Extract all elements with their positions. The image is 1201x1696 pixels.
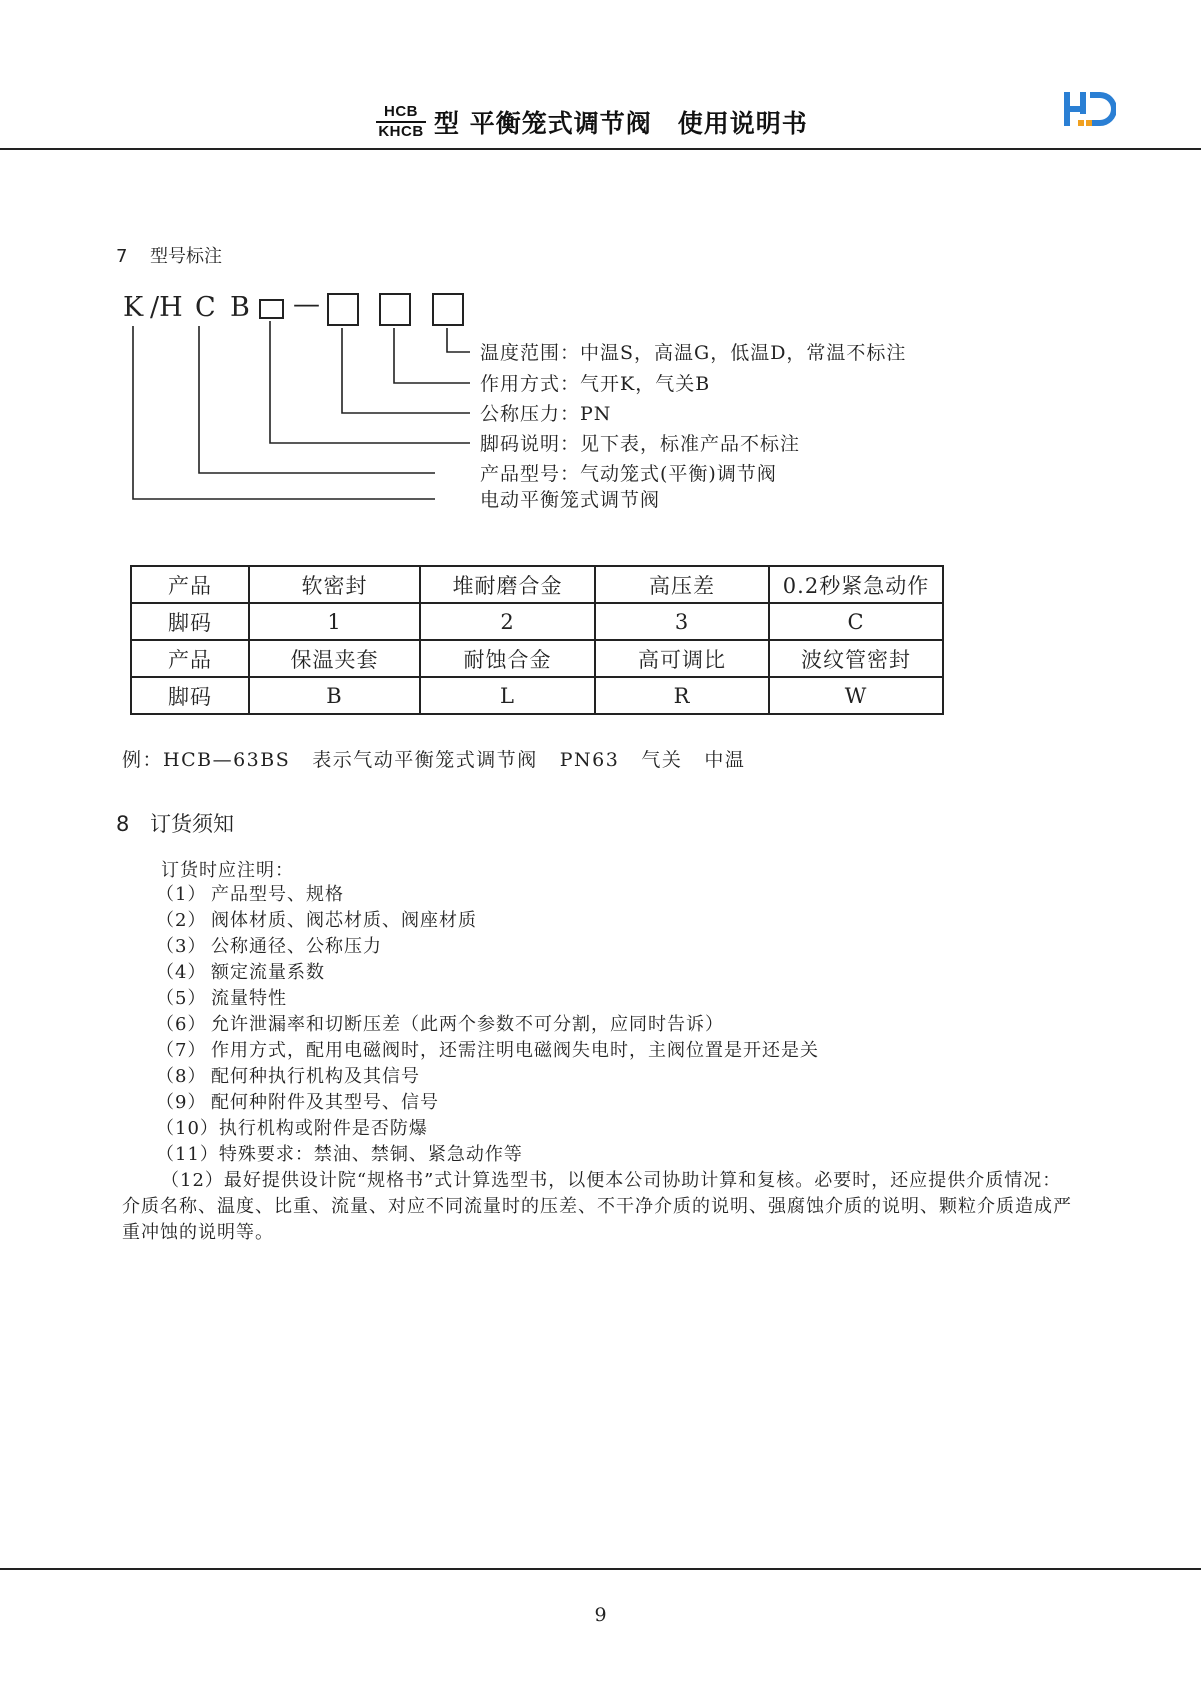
list-item: （3） 公称通径、公称压力	[156, 936, 382, 957]
table-cell: L	[420, 677, 595, 714]
table-cell: 高可调比	[595, 640, 769, 677]
table-cell: 堆耐磨合金	[420, 566, 595, 603]
section-8-title: 订货须知	[150, 812, 234, 836]
table-cell: R	[595, 677, 769, 714]
desc-action: 作用方式：气开K，气关B	[480, 373, 711, 395]
desc-temperature: 温度范围：中温S，高温G，低温D，常温不标注	[480, 342, 907, 364]
desc-suffix: 脚码说明：见下表，标准产品不标注	[480, 433, 801, 455]
list-item: （7） 作用方式，配用电磁阀时，还需注明电磁阀失电时，主阀位置是开还是关	[156, 1040, 819, 1061]
table-row	[131, 677, 943, 714]
example-pn: PN63	[559, 749, 620, 771]
section-8-heading	[116, 808, 234, 838]
desc-pressure: 公称压力：PN	[480, 403, 612, 425]
table-row	[131, 566, 943, 603]
example-temp: 中温	[704, 749, 746, 771]
table-cell: 产品	[131, 566, 249, 603]
model-bottom: KHCB	[378, 123, 424, 140]
table-cell: B	[249, 677, 420, 714]
section-8-number: 8	[116, 812, 130, 836]
table-cell: 耐蚀合金	[420, 640, 595, 677]
list-item: （1） 产品型号、规格	[156, 884, 344, 905]
list-item: （9） 配何种附件及其型号、信号	[156, 1092, 439, 1113]
page-number: 9	[594, 1604, 607, 1626]
table-cell: W	[769, 677, 943, 714]
table-row	[131, 603, 943, 640]
table-cell: 1	[249, 603, 420, 640]
list-item: （10）执行机构或附件是否防爆	[156, 1118, 428, 1139]
list-item: （5） 流量特性	[156, 988, 287, 1009]
footer-rule	[0, 1568, 1201, 1570]
code-char-k: K	[123, 292, 144, 323]
example-action: 气关	[641, 749, 683, 771]
list-item: （6） 允许泄漏率和切断压差（此两个参数不可分割，应同时告诉）	[156, 1014, 724, 1035]
title-part-2: 使用说明书	[677, 109, 808, 138]
section-7-title: 型号标注	[150, 246, 222, 267]
leader-product-type	[199, 326, 435, 473]
list-item: （11）特殊要求：禁油、禁铜、紧急动作等	[156, 1144, 523, 1165]
example-desc: 表示气动平衡笼式调节阀	[312, 749, 538, 771]
code-char-c: C	[195, 292, 216, 323]
table-cell: C	[769, 603, 943, 640]
example-label: 例：HCB—63BS	[122, 749, 291, 771]
leader-action	[394, 328, 470, 383]
example-line	[122, 745, 767, 772]
leader-pressure	[342, 328, 470, 413]
list-item: （4） 额定流量系数	[156, 962, 325, 983]
suffix-code-table	[130, 565, 944, 715]
code-char-h: /H	[150, 292, 183, 323]
list-item: （8） 配何种执行机构及其信号	[156, 1066, 420, 1087]
model-top: HCB	[384, 103, 418, 120]
desc-electric-type: 电动平衡笼式调节阀	[480, 489, 661, 511]
title-part-1: 型 平衡笼式调节阀	[434, 109, 652, 138]
table-cell: 保温夹套	[249, 640, 420, 677]
table-cell: 2	[420, 603, 595, 640]
ordering-intro: 订货时应注明：	[161, 860, 294, 881]
table-cell: 0.2秒紧急动作	[769, 566, 943, 603]
section-7-number: 7	[116, 246, 128, 267]
table-row	[131, 640, 943, 677]
code-char-b: B	[230, 292, 250, 323]
ordering-item-12: （12）最好提供设计院“规格书”式计算选型书，以便本公司协助计算和复核。必要时，还应提供介质情况：介质名称、温度、比重、流量、对应不同流量时的压差、不干净介质的说明、强腐蚀介质的说明、颗粒介质造成严重冲蚀的说明等。	[122, 1170, 1072, 1243]
leader-temperature	[447, 328, 470, 352]
table-cell: 脚码	[131, 603, 249, 640]
code-char-dash: —	[293, 289, 320, 320]
table-cell: 脚码	[131, 677, 249, 714]
leader-suffix	[270, 321, 470, 443]
table-cell: 高压差	[595, 566, 769, 603]
table-cell: 波纹管密封	[769, 640, 943, 677]
ordering-list	[156, 882, 819, 1168]
table-cell: 3	[595, 603, 769, 640]
desc-product-type: 产品型号：气动笼式(平衡)调节阀	[480, 463, 777, 485]
list-item: （2） 阀体材质、阀芯材质、阀座材质	[156, 910, 477, 931]
table-cell: 软密封	[249, 566, 420, 603]
table-cell: 产品	[131, 640, 249, 677]
